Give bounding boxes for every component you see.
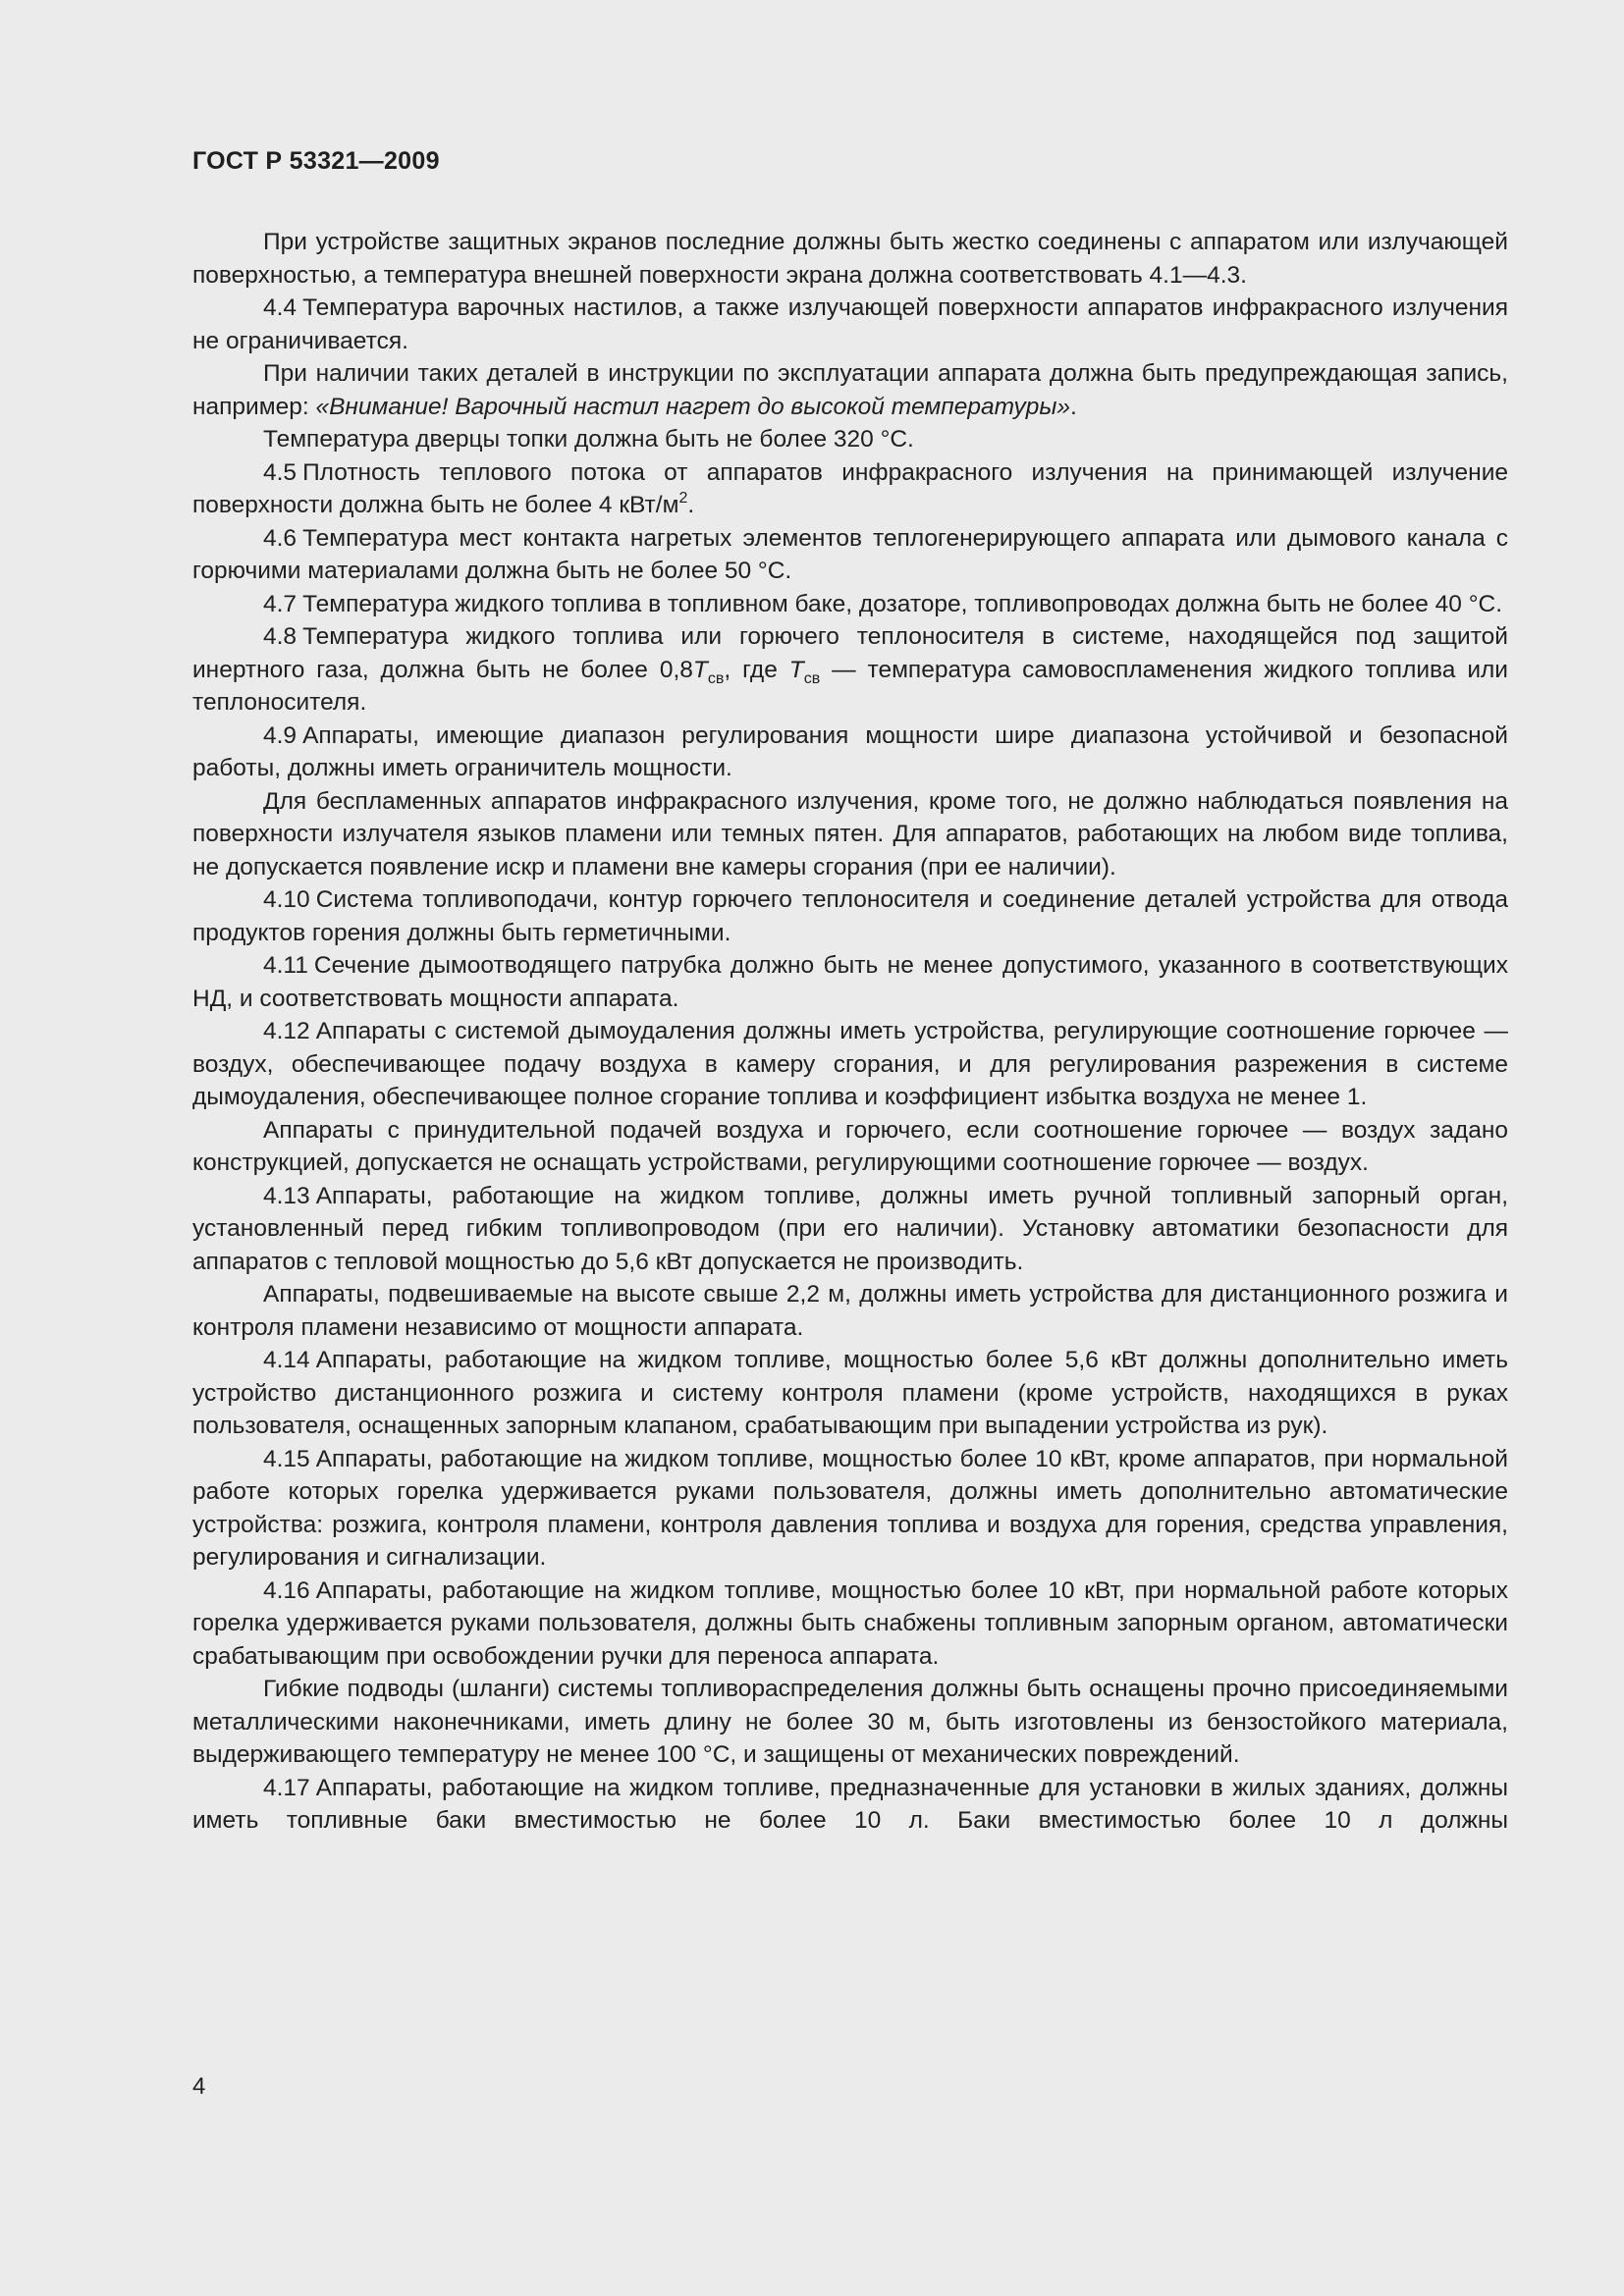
clause-4-17 (192, 1772, 1508, 1838)
paragraph-text: Температура варочных настилов, а также излучающей поверхности аппаратов инфракрасного излучения не ограничивается. (192, 294, 1508, 354)
clause-number: 4.14 (263, 1347, 310, 1373)
clause-number: 4.13 (263, 1182, 310, 1209)
paragraph-text: Температура дверцы топки должна быть не более 320 °С. (263, 426, 914, 453)
paragraph-text: Аппараты, работающие на жидком топливе, должны иметь ручной топливный запорный орган, установленный перед гибким топливопроводом (при его наличии). Установку автоматики безопасности для аппаратов с тепловой мощностью до 5,6 кВт допускается не производить. (192, 1182, 1508, 1275)
paragraph-text: При устройстве защитных экранов последние должны быть жестко соединены с аппаратом или излучающей поверхностью, а температура внешней поверхности экрана должна соответствовать 4.1—4.3. (192, 229, 1508, 289)
clause-number: 4.15 (263, 1445, 310, 1472)
paragraph-text: Температура мест контакта нагретых элементов теплогенерирующего аппарата или дымового канала с горючими материалами должна быть не более 50 °С. (192, 524, 1508, 584)
clause-4-12 (192, 1015, 1508, 1114)
clause-4-15 (192, 1443, 1508, 1575)
paragraph (192, 1673, 1508, 1772)
clause-4-16 (192, 1575, 1508, 1674)
clause-number: 4.6 (263, 524, 298, 552)
warning-quote: «Внимание! Варочный настил нагрет до высокой температуры» (315, 393, 1071, 420)
subscript: св (803, 669, 821, 687)
clause-number: 4.9 (263, 721, 298, 749)
clause-4-4 (192, 292, 1508, 357)
paragraph-text: Система топливоподачи, контур горючего теплоносителя и соединение деталей устройства для отвода продуктов горения должны быть герметичными. (192, 886, 1508, 946)
paragraph-text: Аппараты, работающие на жидком топливе, мощностью более 5,6 кВт должны дополнительно иметь устройство дистанционного розжига и систему контроля пламени (кроме устройств, находящихся в руках пользователя, оснащенных запорным клапаном, срабатывающим при выпадении устройства из рук). (192, 1347, 1508, 1439)
paragraph (192, 357, 1508, 423)
document-body (192, 226, 1508, 1838)
clause-number: 4.7 (263, 590, 298, 617)
paragraph-text: Аппараты, работающие на жидком топливе, мощностью более 10 кВт, кроме аппаратов, при нормальной работе которых горелка удерживается руками пользователя, должны иметь дополнительно автоматические устройства: розжига, контроля пламени, контроля давления топлива и воздуха для горения, средства управления, регулирования и сигнализации. (192, 1445, 1508, 1571)
subscript: св (707, 669, 725, 687)
paragraph-text: Температура жидкого топлива или горючего теплоносителя в системе, находящейся под защитой инертного газа, должна быть не более 0,8 (192, 623, 1508, 683)
page-number: 4 (192, 2073, 206, 2100)
clause-4-14 (192, 1344, 1508, 1443)
paragraph-text: Гибкие подводы (шланги) системы топливораспределения должны быть оснащены прочно присоединяемыми металлическими наконечниками, иметь длину не более 30 м, быть изготовлены из бензостойкого материала, выдерживающего температуру не менее 100 °С, и защищены от механических повреждений. (192, 1676, 1508, 1768)
clause-number: 4.16 (263, 1576, 310, 1604)
paragraph-text: Аппараты с принудительной подачей воздуха и горючего, если соотношение горючее — воздух задано конструкцией, допускается не оснащать устройствами, регулирующими соотношение горючее — воздух. (192, 1116, 1508, 1176)
clause-number: 4.5 (263, 458, 298, 486)
paragraph-text: Аппараты, имеющие диапазон регулирования мощности шире диапазона устойчивой и безопасной работы, должны иметь ограничитель мощности. (192, 721, 1508, 781)
symbol-t: T (692, 656, 708, 683)
standard-header: ГОСТ Р 53321—2009 (192, 147, 440, 175)
symbol-t: T (788, 656, 804, 683)
paragraph-text: — температура самовоспламенения жидкого топлива или теплоносителя. (192, 656, 1508, 716)
clause-4-8 (192, 620, 1508, 720)
paragraph-text: , где (724, 656, 789, 683)
paragraph (192, 785, 1508, 884)
paragraph-text: Температура жидкого топлива в топливном баке, дозаторе, топливопроводах должна быть не более 40 °С. (302, 590, 1503, 617)
paragraph (192, 226, 1508, 292)
clause-number: 4.10 (263, 886, 310, 913)
clause-number: 4.12 (263, 1018, 310, 1044)
paragraph-text: . (687, 492, 695, 518)
clause-number: 4.17 (263, 1774, 310, 1801)
clause-4-7 (192, 588, 1508, 621)
paragraph-text: Аппараты с системой дымоудаления должны иметь устройства, регулирующие соотношение горючее — воздух, обеспечивающее подачу воздуха в камеру сгорания, и для регулирования разрежения в системе дымоудаления, обеспечивающее полное сгорание топлива и коэффициент избытка воздуха не менее 1. (192, 1018, 1508, 1110)
clause-4-13 (192, 1180, 1508, 1279)
paragraph (192, 1278, 1508, 1344)
clause-number: 4.8 (263, 623, 298, 650)
paragraph-text: При наличии таких деталей в инструкции по эксплуатации аппарата должна быть предупреждающая запись, например: (192, 360, 1508, 420)
paragraph-text: Аппараты, работающие на жидком топливе, предназначенные для установки в жилых зданиях, должны иметь топливные баки вместимостью не более 10 л. Баки вместимостью более 10 л должны (192, 1774, 1508, 1834)
clause-number: 4.4 (263, 294, 298, 321)
paragraph-text: Сечение дымоотводящего патрубка должно быть не менее допустимого, указанного в соответствующих НД, и соответствовать мощности аппарата. (192, 952, 1508, 1012)
paragraph-text: Плотность теплового потока от аппаратов инфракрасного излучения на принимающей излучение поверхности должна быть не более 4 кВт/м (192, 458, 1508, 518)
paragraph-text: Для беспламенных аппаратов инфракрасного излучения, кроме того, не должно наблюдаться появления на поверхности излучателя языков пламени или темных пятен. Для аппаратов, работающих на любом виде топлива, не допускается появление искр и пламени вне камеры сгорания (при ее наличии). (192, 787, 1508, 881)
paragraph (192, 1114, 1508, 1180)
paragraph (192, 423, 1508, 456)
superscript: 2 (678, 490, 688, 507)
paragraph-text: Аппараты, подвешиваемые на высоте свыше 2,2 м, должны иметь устройства для дистанционного розжига и контроля пламени независимо от мощности аппарата. (192, 1281, 1508, 1341)
clause-4-6 (192, 522, 1508, 588)
clause-4-5 (192, 456, 1508, 522)
paragraph-text: Аппараты, работающие на жидком топливе, мощностью более 10 кВт, при нормальной работе которых горелка удерживается руками пользователя, должны быть снабжены топливным запорным органом, автоматически срабатывающим при освобождении ручки для переноса аппарата. (192, 1576, 1508, 1670)
clause-4-10 (192, 883, 1508, 949)
clause-number: 4.11 (263, 952, 308, 979)
clause-4-11 (192, 949, 1508, 1015)
paragraph-text: . (1070, 393, 1077, 420)
clause-4-9 (192, 720, 1508, 785)
